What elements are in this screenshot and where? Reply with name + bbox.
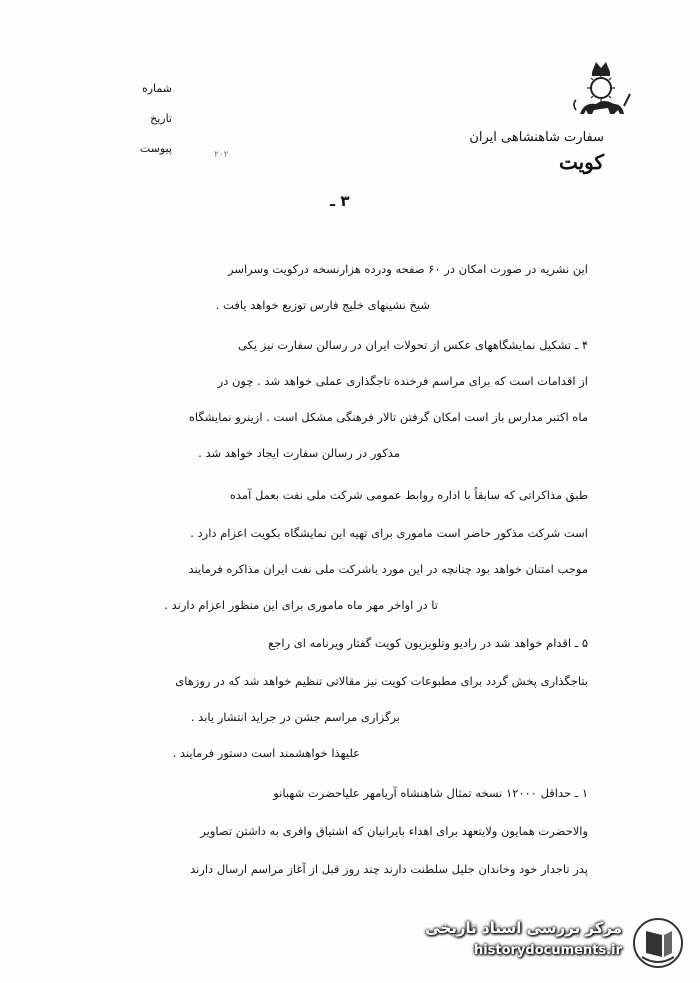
number-label: شماره	[141, 82, 172, 95]
body-line: ۵ ـ اقدام خواهد شد در رادیو وتلویزیون کویت گفتار ویرنامه ای راجع	[268, 636, 588, 650]
date-label: تاریخ	[150, 112, 172, 125]
body-line: از اقدامات است که برای مراسم فرخنده تاجگذاری عملی خواهد شد . چون در	[217, 374, 588, 388]
watermark	[390, 915, 690, 971]
embassy-city: کویت	[558, 150, 604, 174]
body-line: والاحضرت همایون ولایتعهد برای اهداء بایرانیان که اشتیاق وافری به داشتن تصاویر	[200, 824, 588, 838]
lion-and-sun-emblem-icon	[570, 58, 632, 126]
embassy-name: سفارت شاهنشاهی ایران	[469, 130, 604, 145]
watermark-url: historydocuments.ir	[473, 943, 622, 958]
body-line: طبق مذاکراتی که سابقاً با اداره روابط عمومی شرکت ملی نفت بعمل آمده	[229, 488, 588, 502]
meta-block	[140, 74, 172, 164]
watermark-title: مرکز بررسی اسناد تاریخی	[425, 919, 622, 937]
body-line: ۱ ـ حداقل ۱۲۰۰۰ نسخه تمثال شاهنشاه آریامهر علیاحضرت شهبانو	[273, 786, 588, 800]
body-line: بتاجگذاری پخش گردد برای مطبوعات کویت نیز مقالاتی تنظیم خواهد شد که در روزهای	[175, 674, 588, 688]
body-line: است شرکت مذکور حاضر است ماموری برای تهیه این نمایشگاه بکویت اعزام دارد .	[190, 526, 588, 540]
body-line: پدر تاجدار خود وخاندان جلیل سلطنت دارند چند روز قبل از آغاز مراسم ارسال دارند	[190, 862, 588, 876]
body-line: شیخ نشینهای خلیج فارس توزیع خواهد یافت .	[215, 298, 430, 312]
body-line: ۴ ـ تشکیل نمایشگاههای عکس از تحولات ایران در رسالن سفارت نیز یکی	[237, 338, 588, 352]
body-line: ماه اکتبر مدارس باز است امکان گرفتن تالار فرهنگی مشکل است . ازینرو نمایشگاه	[188, 410, 588, 424]
body-line: تا در اواخر مهر ماه ماموری برای این منظور اعزام دارند .	[164, 598, 438, 612]
body-line: مذکور در رسالن سفارت ایجاد خواهد شد .	[198, 446, 400, 460]
body-line: برگزاری مراسم جشن در جراید انتشار یابد .	[190, 710, 400, 724]
body-line: علیهذا خواهشمند است دستور فرمایند .	[172, 746, 360, 760]
body-line: این نشریه در صورت امکان در ۶۰ صفحه ودرده هزارنسخه درکویت وسراسر	[227, 262, 588, 276]
meta-stamp: ۲۰۲	[214, 150, 229, 160]
attachment-label: پیوست	[139, 142, 172, 155]
archive-logo-icon	[632, 917, 684, 969]
body-line: موجب امتنان خواهد بود چنانچه در این مورد باشرکت ملی نفت ایران مذاکره فرمایند	[188, 562, 588, 576]
page-number: ۳ ـ	[330, 192, 350, 210]
